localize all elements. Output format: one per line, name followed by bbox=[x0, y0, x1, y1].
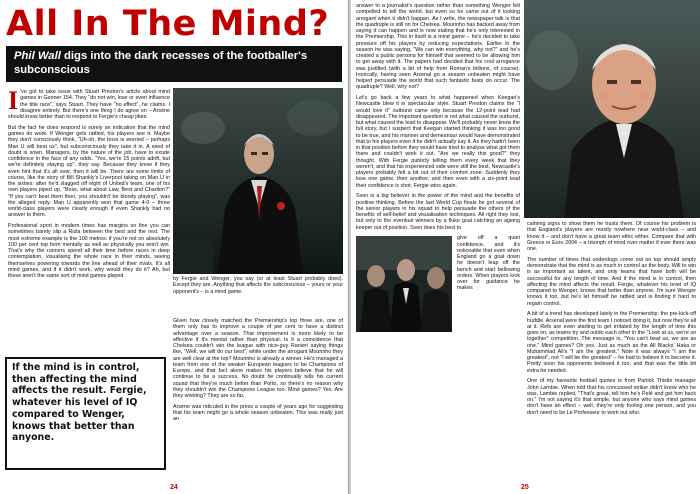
pull-quote: If the mind is in control, then affecting the mind affects the result. Fergie, whatever his level of IQ compared to Wenger, knows that better than anyone. bbox=[12, 362, 147, 444]
paragraph: give off a quiet confidence, and it's noticeable that even when England go a goal down he doesn't leap off the bench and start bellowing orders. When players look over for guidance he makes bbox=[457, 235, 520, 292]
manager-on-touchline-image bbox=[173, 88, 343, 274]
pull-quote-box bbox=[5, 357, 166, 470]
dugout-crowd-image bbox=[356, 236, 452, 332]
right-page bbox=[351, 0, 700, 494]
paragraph: Given how closely matched the Premiership's top three are, one of them only has to improve a couple of per cent to have a distinct advantage over a season. That improvement is more likely to be effective if it's mental rather than physical. Is it a coincidence that Chelsea couldn't win the league with nice-guy Ranieri saying things like, "Well, we will do our best", while under the arrogant Mourinho they are well clear at the top? Mourinho is already a winner. He's managed a team from one of the weaker European leagues to be Champions of Europe, and that fact alone makes his players believe that he will continue to be a success. No doubt he continually tells his current squad that they're much better than Porto, so there's no reason why they shouldn't win the Champions League too. Mind games? Yes. Are they working? They are so far. bbox=[173, 318, 343, 399]
paragraph: answer to a journalist's question rather than something Wenger felt compelled to tell the world, but even so he came out of it looking arrogant when it didn't happen. As I write, the newspaper talk is that the quadruple is still on for Chelsea. Mourinho has backed away from saying it can happen and is now stating that he's only interested in the Premiership. This in itself is a mind game – he's decided to take pressure off his players by reducing expectations. Earlier in the season he was saying, "We can win everything, why not?" and he's created a public persona for himself that seemed to be allowing him to get away with it. The papers had decided that his cool arrogance was justified (with a bit of help from Roman's billions, of course). Ironically, having seen Arsenal go a season unbeaten might have helped persuade the world that such fantastic feats do occur. The quadruple? Well, why not? bbox=[356, 3, 520, 91]
paragraph: The number of times that underdogs come out on top should amply demonstrate that the mind is as much in control as the body. Will to win is as important as talent, and only teams that have both will be successful for any length of time. And if the mind is in control, then affecting the mind affects the result. Fergie, whatever his level of IQ compared to Wenger, knows that better than anyone. I'm sure Wenger knows it too, but he's let himself be rattled and is finding it hard to regain control. bbox=[527, 256, 696, 307]
standfirst-text: digs into the dark recesses of the footballer's subconscious bbox=[14, 50, 308, 76]
right-column-1 bbox=[356, 3, 520, 483]
paragraph: A bit of a trend has developed lately in the Premiership: the pre-kick-off huddle. Arsenal were the first team I noticed doing it, but now they're all at it. Refs are even starting to get irritated by the length of time this goes on, as teams try and outdo each other in the "Look at us, we're so together" competition. The message is, "You can't beat us, we are as one." Mind games? Oh yes. Just as much as the All Blacks' Haka or Muhammad Ali's "I am the greatest." Note it was always "I am the greatest", not "I will be the greatest" – he had to believe it to become it. Pretty soon his opponents believed it too, and that was the little bit extra he needed. bbox=[527, 311, 696, 374]
left-column-1 bbox=[8, 89, 170, 351]
standfirst-bar bbox=[6, 46, 342, 82]
left-column-2 bbox=[173, 318, 343, 484]
ferguson-photo bbox=[524, 0, 700, 218]
paragraph: 've got to take issue with Stuart Preston's article about mind games in Gooner 154. They "do not win, lose or even influence the title race", says Stuart. They have "no effect", he claims. I disagree entirely. But there's one thing I do agree on – Arsène should know better than to respond to Fergie's cheap jibes. bbox=[8, 89, 170, 120]
paragraph: Arsène was ridiculed in the press a couple of years ago for suggesting that his team might go a whole season unbeaten. This was really just an bbox=[173, 403, 343, 423]
standfirst bbox=[14, 50, 336, 77]
paragraph: Professional sport in modern times has margins so fine you can sometimes barely slip a Rizla between the best and the rest. The most extreme example is the 100 metres: if you're not on absolutely 100 per cent top form mentally as well as physically you won't win. That's why the runners spend all their time before races in deep contemplation, visualising the whole race in their minds, seeing themselves powering towards the line ahead of their rivals. It's all mind games, and if it didn't work, why would they do it? Ah, but these aren't the same sort of mind games played bbox=[8, 223, 170, 279]
paragraph: But the fact he does respond is surely an indication that the mind games do work. If Wenger gets rattled, his players see it. Maybe they don't consciously think, "Uh-oh, the boss is worried – perhaps Man U will beat us", but subconsciously they take it in. A seed of doubt is sown. Managers, by the nature of the job, have to exude confidence in the face of any odds. "Yes, we're 15 points adrift, but we're definitely staying up", they say. Because they know if they even hint that it's all over, then it will be. There are some limits of course, like the story of Bill Shankly's Liverpool taking on Man U in the sixties: after he'd slagged off eight of United's team, one of his own players piped up, "Boss, what about Law, Best and Charlton?" "If you can't beat them then, you shouldn't be bloody playing", was the alleged reply. Man U apparently won that game 4-0 – three world-class players were clearly enough if even Shankly had no answer to them. bbox=[8, 124, 170, 219]
paragraph: One of my favourite football quotes is from Partick Thistle manager John Lambie. When told that his concussed striker didn't know who he was, Lambie replied, "That's great, tell him he's Pelé and get him back on." I'm not saying it's that simple, but anyone who says mind games don't have an effect – well, they're only fooling one person, and you don't need to be Le Professeur to work out who. bbox=[527, 378, 696, 416]
paragraph: by Fergie and Wenger, you say (or at least Stuart probably does). Except they are. Anything that affects the subconscious – yours or your opponent's – is a mind game. bbox=[173, 276, 343, 295]
wenger-photo bbox=[173, 88, 343, 274]
author-byline: Phil Wall bbox=[14, 50, 61, 62]
paragraph: calming signs to show them he trusts them. Of course his problem is that England's players are mostly nowhere near world-class – and know it – and don't have a great team ethic either. Compare that with Greece in Euro 2004 – a triumph of mind over matter if ever there was one. bbox=[527, 221, 696, 252]
left-page bbox=[0, 0, 349, 494]
article-title: All In The Mind? bbox=[6, 4, 330, 44]
page-number: 25 bbox=[521, 484, 529, 491]
manager-portrait-image bbox=[524, 0, 700, 218]
photo-caption-column bbox=[173, 276, 343, 318]
page-number: 24 bbox=[170, 484, 178, 491]
drop-cap: I bbox=[8, 89, 19, 115]
sven-photo bbox=[356, 236, 452, 332]
paragraph: Let's go back a few years to what happened when Keegan's Newcastle blew it in spectacular style. Stuart Preston claims the "I would love it" outburst came only because the 12-point lead had disappeared. The important question is not what caused the outburst, but what caused the lead to disappear. We'll probably never know the full story, but I suspect that Keegan started thinking it was too good to be true, and his manner and demeanour would have demonstrated that to his players even if he didn't actually say it. As they hadn't been in that position before they would have tried to analyse what got them there and couldn't work it out. "Are we really this good?" they thought. With Fergie publicly telling them every week that they weren't, and that his experienced side were still the best, Newcastle's players probably felt a bit out of their comfort zone. Suddenly they lose one game, then another, and then even with a six-point lead their confidence is shot. Fergie wins again. bbox=[356, 95, 520, 189]
paragraph: Sven is a big believer in the power of the mind and the benefits of positive thinking. Before the last World Cup finals he got several of the senior players in his squad to help persuade the others of the benefits of self-belief and visualisation techniques. All right they lost, but only to the eventual winners by a fluke goal catching an ageing keeper out of position. Sven does his best to bbox=[356, 193, 520, 231]
right-column-2 bbox=[527, 221, 696, 483]
